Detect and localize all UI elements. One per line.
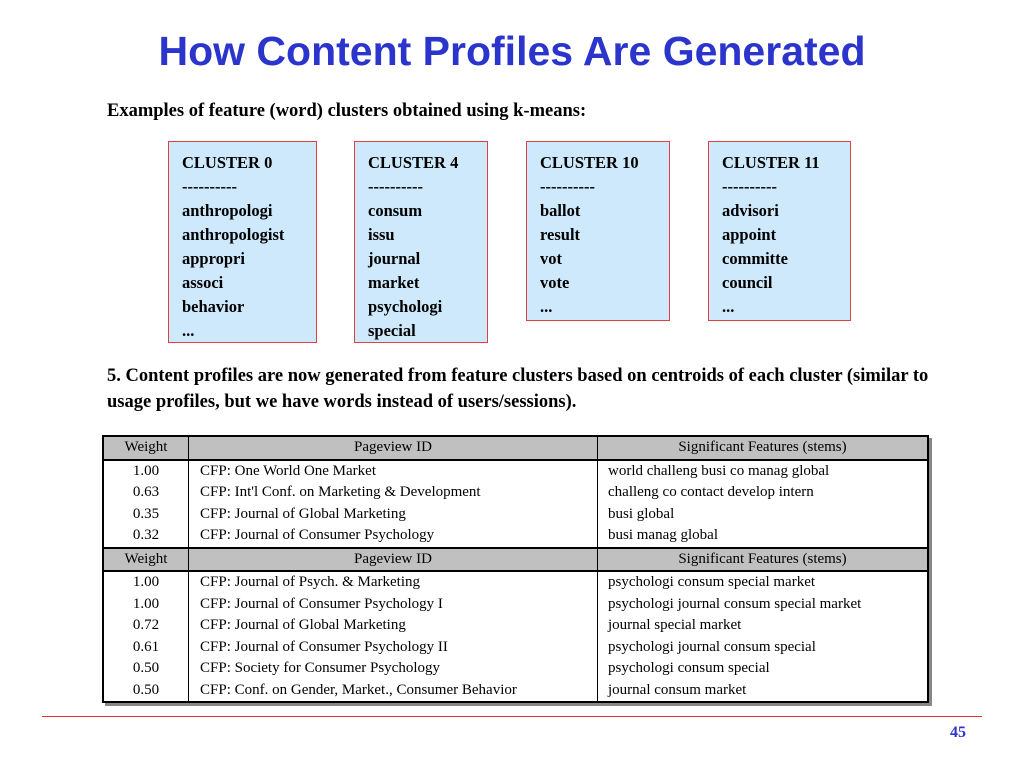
cluster-word: result: [540, 225, 581, 244]
cell-pageview-id: CFP: Journal of Global Marketing: [189, 504, 598, 526]
cluster-box-11: [708, 141, 851, 321]
cluster-word: ...: [182, 321, 195, 340]
page-number: 45: [950, 724, 966, 741]
cell-weight: 0.50: [103, 658, 189, 680]
slide-title: How Content Profiles Are Generated: [158, 28, 866, 74]
cell-features: psychologi consum special: [608, 660, 770, 677]
table-row: [103, 615, 928, 637]
cluster-word: anthropologist: [182, 225, 285, 244]
cluster-word: ...: [722, 297, 735, 316]
cell-features: busi global: [608, 505, 675, 522]
cluster-word: consum: [368, 201, 423, 220]
cluster-title: CLUSTER 0: [182, 153, 273, 172]
cluster-word: behavior: [182, 297, 245, 316]
cluster-word: psychologi: [368, 297, 443, 316]
cell-pageview-id: CFP: Journal of Global Marketing: [189, 615, 598, 637]
cluster-separator: ----------: [540, 177, 595, 196]
column-header-features: Significant Features (stems): [598, 436, 929, 460]
cell-weight: 0.61: [103, 637, 189, 659]
cluster-word: anthropologi: [182, 201, 273, 220]
cell-features: psychologi consum special market: [608, 574, 816, 591]
column-header-pageview-id: Pageview ID: [189, 548, 598, 572]
cluster-title: CLUSTER 11: [722, 153, 820, 172]
table-header-row: [103, 436, 928, 460]
content-profiles-table-wrapper: [102, 435, 931, 703]
cluster-word: advisori: [722, 201, 779, 220]
cell-pageview-id: CFP: One World One Market: [189, 460, 598, 483]
cell-weight: 0.32: [103, 525, 189, 548]
cluster-title: CLUSTER 4: [368, 153, 459, 172]
cluster-word: vot: [540, 249, 562, 268]
cluster-word: associ: [182, 273, 224, 292]
table-header-row: [103, 548, 928, 572]
clusters-caption: Examples of feature (word) clusters obtained using k-means:: [107, 101, 587, 121]
cluster-word: market: [368, 273, 420, 292]
cell-features: challeng co contact develop intern: [608, 484, 814, 501]
cell-weight: 0.72: [103, 615, 189, 637]
cell-pageview-id: CFP: Int'l Conf. on Marketing & Development: [189, 482, 598, 504]
cell-pageview-id: CFP: Journal of Consumer Psychology II: [189, 637, 598, 659]
cluster-word: issu: [368, 225, 395, 244]
cluster-box-4: [354, 141, 488, 343]
column-header-features: Significant Features (stems): [598, 548, 929, 572]
table-row: [103, 525, 928, 548]
cell-weight: 1.00: [103, 460, 189, 483]
cluster-separator: ----------: [722, 177, 777, 196]
cluster-word: committe: [722, 249, 788, 268]
table-row: [103, 504, 928, 526]
cluster-word: vote: [540, 273, 570, 292]
cell-features: busi manag global: [608, 527, 718, 544]
column-header-pageview-id: Pageview ID: [189, 436, 598, 460]
cell-weight: 0.35: [103, 504, 189, 526]
column-header-weight: Weight: [103, 548, 189, 572]
cell-pageview-id: CFP: Society for Consumer Psychology: [189, 658, 598, 680]
cell-features: psychologi journal consum special market: [608, 595, 862, 612]
cell-pageview-id: CFP: Journal of Psych. & Marketing: [189, 571, 598, 594]
table-row: [103, 482, 928, 504]
cell-pageview-id: CFP: Journal of Consumer Psychology I: [189, 594, 598, 616]
cell-features: world challeng busi co manag global: [608, 462, 830, 479]
cell-weight: 1.00: [103, 571, 189, 594]
cell-features: psychologi journal consum special: [608, 638, 816, 655]
cell-pageview-id: CFP: Journal of Consumer Psychology: [189, 525, 598, 548]
cluster-separator: ----------: [182, 177, 237, 196]
cluster-word: ...: [540, 297, 553, 316]
cluster-box-10: [526, 141, 670, 321]
table-row: [103, 571, 928, 594]
cluster-word: journal: [368, 249, 421, 268]
table-row: [103, 680, 928, 703]
table-row: [103, 460, 928, 483]
cluster-word: ballot: [540, 201, 581, 220]
cell-weight: 1.00: [103, 594, 189, 616]
cluster-title: CLUSTER 10: [540, 153, 639, 172]
cluster-word: special: [368, 321, 416, 340]
cell-weight: 0.50: [103, 680, 189, 703]
table-row: [103, 637, 928, 659]
cell-pageview-id: CFP: Conf. on Gender, Market., Consumer Behavior: [189, 680, 598, 703]
cell-weight: 0.63: [103, 482, 189, 504]
footer-divider: [42, 716, 982, 717]
cluster-box-0: [168, 141, 317, 343]
content-profiles-paragraph: 5. Content profiles are now generated from feature clusters based on centroids of each cluster (similar to usage profiles, but we have words instead of users/sessions).: [107, 366, 929, 412]
cluster-word: appropri: [182, 249, 245, 268]
table-row: [103, 658, 928, 680]
content-profiles-table: [102, 435, 929, 703]
cluster-word: council: [722, 273, 773, 292]
cluster-word: appoint: [722, 225, 777, 244]
table-row: [103, 594, 928, 616]
column-header-weight: Weight: [103, 436, 189, 460]
cell-features: journal special market: [608, 617, 742, 634]
cell-features: journal consum market: [608, 681, 747, 698]
cluster-separator: ----------: [368, 177, 423, 196]
